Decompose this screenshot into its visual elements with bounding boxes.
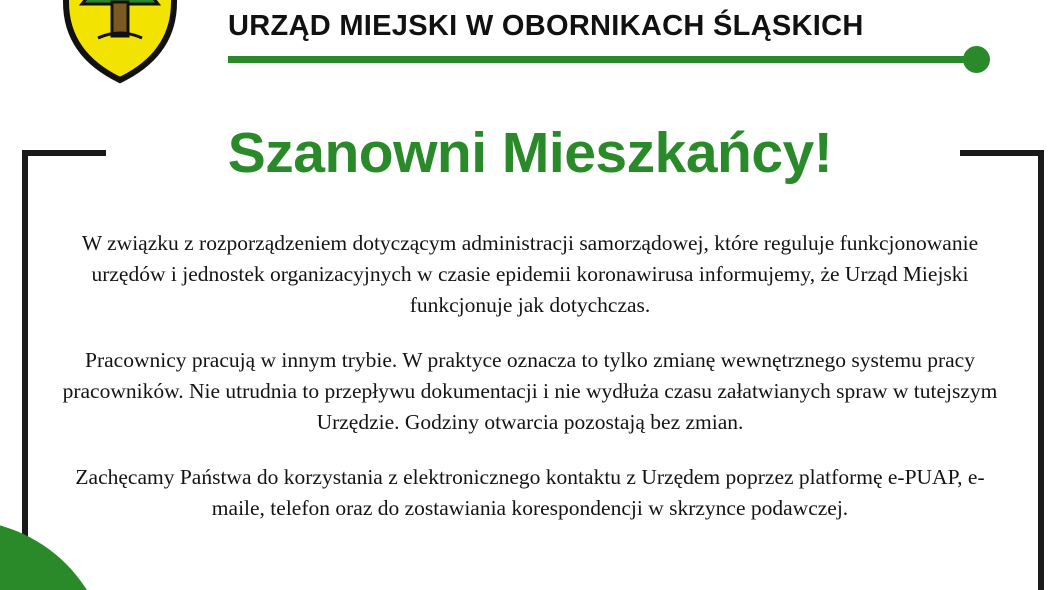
- notice-paragraph: Pracownicy pracują w innym trybie. W praktyce oznacza to tylko zmianę wewnętrznego systemu pracy pracowników. Nie utrudnia to przepływu dokumentacji i nie wydłuża czasu załatwianych spraw w tutejszym Urzędzie. Godziny otwarcia pozostają bez zmian.: [62, 348, 998, 434]
- notice-headline: Szanowni Mieszkańcy!: [227, 121, 833, 185]
- header-divider: [228, 56, 970, 63]
- page-title: URZĄD MIEJSKI W OBORNIKACH ŚLĄSKICH: [228, 10, 864, 42]
- notice-body: [60, 228, 1000, 524]
- green-corner-decoration: [0, 520, 110, 590]
- page-header: [0, 0, 1060, 108]
- notice-paragraph: W związku z rozporządzeniem dotyczącym administracji samorządowej, które reguluje funkcjonowanie urzędów i jednostek organizacyjnych w czasie epidemii koronawirusa informujemy, że Urząd Miejski funkcjonuje jak dotychczas.: [81, 231, 979, 317]
- header-dot-decoration: [963, 46, 990, 73]
- coat-of-arms-icon: [60, 0, 180, 102]
- notice-paragraph: Zachęcamy Państwa do korzystania z elektronicznego kontaktu z Urzędem poprzez platformę e-PUAP, e-maile, telefon oraz do zostawiania korespondencji w skrzynce podawczej.: [75, 465, 985, 520]
